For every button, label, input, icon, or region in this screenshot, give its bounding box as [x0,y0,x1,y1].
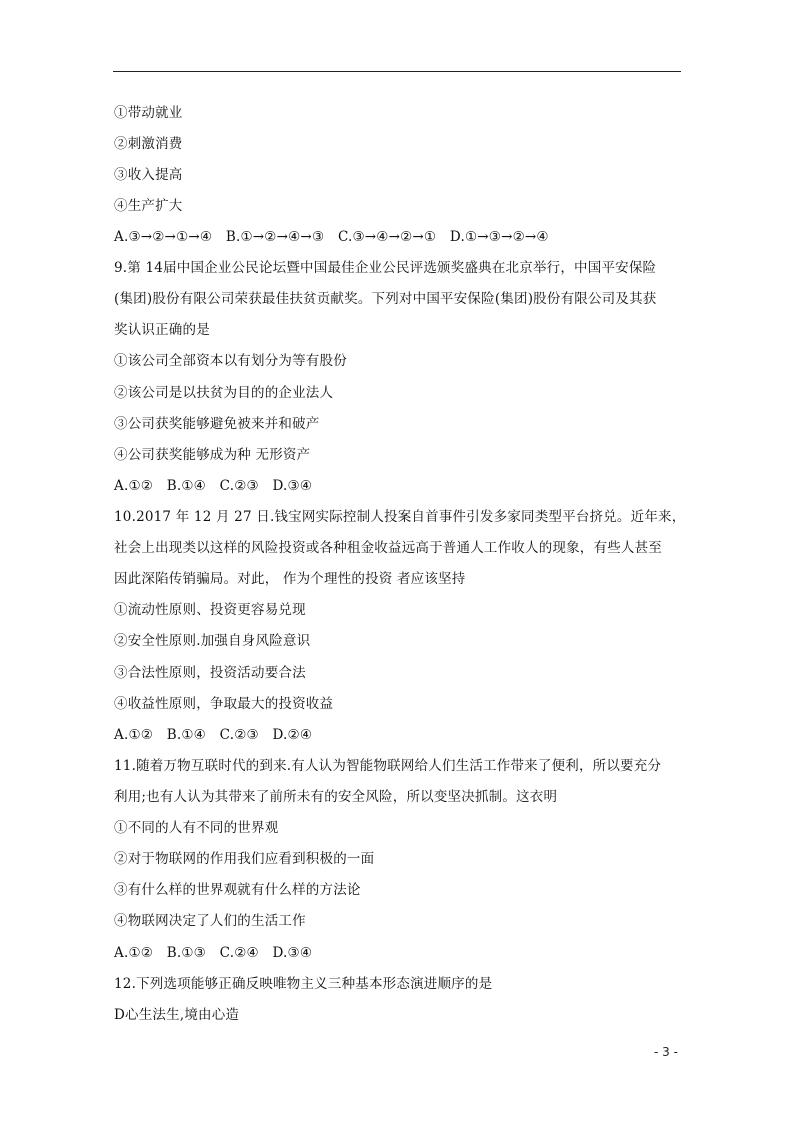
text-line: ①不同的人有不同的世界观 [114,820,279,836]
text-line: 因此深陷传销骗局。对此， 作为个理性的投资 者应该坚持 [114,571,466,587]
text-line: ②安全性原则.加强自身风险意识 [114,633,311,649]
question-11: 11.随着万物互联时代的到来.有人认为智能物联网给人们生活工作带来了便利，所以要充分 [114,758,662,774]
header-rule [113,71,681,72]
text-line: ④公司获奖能够成为种 无形资产 [114,447,311,463]
question-10: 10.2017 年 12 月 27 日.钱宝网实际控制人投案自首事件引发多家同类型平台挤兑。近年来， [114,509,686,525]
text-line: ③公司获奖能够避免被来并和破产 [114,416,320,432]
page-number: - 3 - [654,1045,678,1059]
text-line: ②刺激消费 [114,136,183,152]
answer-options: A.③→②→①→④ B.①→②→④→③ C.③→④→②→① D.①→③→②→④ [114,229,549,245]
question-9: 9.第 14届中国企业公民论坛暨中国最佳企业公民评选颁奖盛典在北京举行，中国平安保险 [114,260,657,276]
question-12: 12.下列选项能够正确反映唯物主义三种基本形态演进顺序的是 [114,976,493,992]
text-line: D心生法生,境由心造 [114,1007,240,1023]
text-line: ②该公司是以扶贫为目的的企业法人 [114,385,334,401]
text-line: 社会上出现类以这样的风险投资或各种租金收益远高于普通人工作收人的现象，有些人甚至 [114,540,662,556]
text-line: ④生产扩大 [114,198,183,214]
answer-options: A.①② B.①④ C.②③ D.③④ [114,478,313,494]
text-line: ③合法性原则，投资活动要合法 [114,665,306,681]
text-line: ①该公司全部资本以有划分为等有股份 [114,353,347,369]
text-line: ②对于物联网的作用我们应看到积极的一面 [114,851,375,867]
text-line: ①流动性原则、投资更容易兑现 [114,602,306,618]
text-line: ③收入提高 [114,167,183,183]
text-line: 利用;也有人认为其带来了前所未有的安全风险，所以变坚决抓制。这衣明 [114,789,558,805]
text-line: ③有什么样的世界观就有什么样的方法论 [114,882,361,898]
text-line: ④收益性原则，争取最大的投资收益 [114,696,334,712]
text-line: (集团)股份有限公司荣获最佳扶贫贡献奖。下列对中国平安保险(集团)股份有限公司及其获 [114,291,657,307]
text-line: 奖认识正确的是 [114,322,210,338]
text-line: ①带动就业 [114,105,183,121]
text-line: ④物联网决定了人们的生活工作 [114,913,306,929]
answer-options: A.①② B.①④ C.②③ D.②④ [114,727,313,743]
answer-options: A.①② B.①③ C.②④ D.③④ [114,945,313,961]
